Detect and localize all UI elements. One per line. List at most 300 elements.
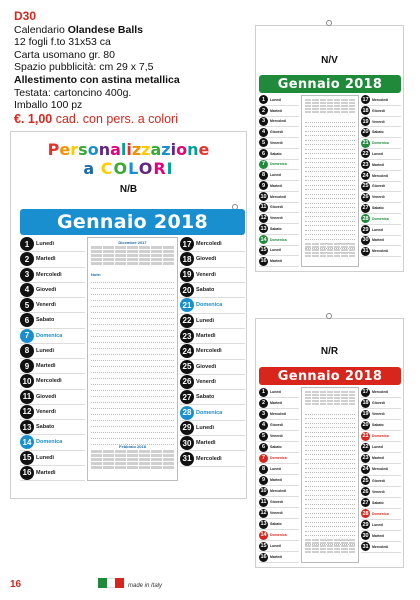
day-number: 11 [260, 204, 267, 211]
day-name: Lunedì [270, 467, 282, 471]
day-number: 6 [20, 313, 34, 327]
day-name: Lunedì [196, 424, 215, 431]
notes-label: Note: [91, 272, 102, 277]
day-number: 12 [260, 215, 267, 222]
day-name: Mercoledì [36, 271, 62, 278]
day-name: Sabato [372, 206, 384, 211]
day-number: 26 [362, 194, 369, 201]
day-column [361, 95, 401, 267]
day-name: Giovedì [36, 393, 57, 400]
day-name: Mercoledì [372, 467, 389, 472]
day-row [361, 498, 401, 509]
mini-calendar [88, 240, 177, 266]
day-number: 11 [260, 499, 267, 505]
day-name: Sabato [372, 423, 384, 428]
day-number: 12 [260, 510, 267, 516]
spec-paper: Carta usomano gr. 80 [14, 48, 115, 61]
day-row [180, 390, 245, 405]
personalization-banner [17, 140, 240, 178]
day-name: Lunedì [36, 347, 55, 354]
day-row [259, 213, 299, 224]
day-row [259, 508, 299, 519]
day-number: 9 [20, 359, 34, 373]
day-name: Domenica [36, 332, 63, 339]
day-name: Venerdì [270, 216, 283, 221]
day-row [259, 224, 299, 235]
spec-packaging: Imballo 100 pz [14, 99, 83, 112]
day-number: 28 [180, 406, 194, 420]
day-name: Martedì [270, 401, 283, 405]
mini-calendar [88, 444, 177, 470]
day-number: 19 [362, 411, 369, 418]
day-name: Venerdì [270, 140, 283, 145]
day-name: Lunedì [196, 317, 215, 324]
day-row [20, 268, 85, 283]
day-row [361, 542, 401, 553]
day-number: 10 [260, 193, 267, 200]
day-row [180, 421, 245, 436]
day-number: 15 [260, 247, 267, 254]
spec-ad-space: Spazio pubblicità: cm 29 x 7,5 [14, 61, 154, 74]
day-row [361, 246, 401, 257]
day-number: 23 [362, 455, 369, 462]
price: €. 1,00 cad. con pers. a colori [14, 111, 178, 126]
spec-header: Testata: cartoncino 400g. [14, 86, 132, 99]
day-row [259, 552, 299, 563]
day-column [259, 387, 299, 563]
day-row [361, 171, 401, 182]
day-name: Giovedì [270, 423, 283, 427]
day-name: Mercoledì [36, 378, 62, 385]
hanger-hole [326, 20, 332, 26]
day-row [259, 235, 299, 246]
notes-area [302, 410, 358, 545]
day-name: Sabato [196, 394, 215, 401]
day-number: 16 [260, 554, 267, 560]
banner-line-2: a COLORI [83, 159, 174, 178]
day-number: 23 [362, 161, 369, 168]
day-row [361, 236, 401, 247]
day-number: 14 [260, 236, 267, 243]
day-row [361, 476, 401, 487]
mini-calendar [302, 390, 358, 406]
day-column [180, 237, 245, 481]
day-number: 19 [180, 268, 194, 282]
day-name: Sabato [270, 522, 282, 526]
day-name: Martedì [196, 440, 216, 447]
day-number: 29 [362, 226, 369, 233]
mini-calendar [302, 98, 358, 114]
day-row [180, 237, 245, 252]
month-title: Gennaio 2018 [259, 367, 401, 385]
day-name: Domenica [196, 409, 223, 416]
day-number: 26 [362, 488, 369, 495]
day-row [259, 398, 299, 409]
day-number: 19 [362, 118, 369, 125]
day-number: 8 [259, 171, 268, 180]
day-column [259, 95, 299, 267]
banner-line-1: Personalizzazione [47, 140, 210, 159]
day-row [259, 541, 299, 552]
day-row [259, 475, 299, 486]
day-name: Martedì [36, 469, 56, 476]
hanger-hole [326, 313, 332, 319]
variant-label-nr: N/R [320, 346, 339, 357]
day-row [259, 431, 299, 442]
day-number: 13 [260, 521, 267, 527]
spec-finishing: Allestimento con astina metallica [14, 73, 180, 86]
day-number: 22 [180, 314, 194, 328]
day-name: Martedì [196, 333, 216, 340]
day-number: 3 [20, 268, 34, 282]
day-number: 2 [259, 106, 268, 115]
day-name: Mercoledì [196, 241, 222, 248]
day-name: Sabato [270, 445, 282, 449]
day-number: 20 [362, 129, 369, 136]
day-name: Sabato [270, 151, 282, 156]
day-number: 6 [259, 149, 268, 158]
day-number: 5 [20, 298, 34, 312]
day-row [180, 344, 245, 359]
day-row [20, 313, 85, 328]
day-name: Lunedì [270, 544, 282, 548]
day-name: Sabato [196, 287, 215, 294]
day-row [180, 298, 245, 313]
day-number: 21 [362, 433, 369, 440]
day-name: Domenica [270, 533, 287, 537]
day-name: Giovedì [372, 184, 385, 189]
day-name: Venerdì [372, 489, 385, 494]
day-row [361, 192, 401, 203]
day-row [361, 95, 401, 106]
day-row [361, 420, 401, 431]
mini-calendar-title: Dicembre 2017 [118, 240, 147, 245]
day-name: Martedì [372, 533, 385, 538]
day-name: Domenica [270, 162, 287, 167]
day-name: Lunedì [36, 454, 55, 461]
day-name: Venerdì [372, 412, 385, 417]
day-row [259, 138, 299, 149]
day-name: Mercoledì [372, 544, 389, 549]
day-number: 22 [362, 150, 369, 157]
day-name: Sabato [372, 130, 384, 135]
day-number: 15 [260, 543, 267, 549]
day-row [180, 360, 245, 375]
day-name: Venerdì [270, 511, 283, 515]
day-number: 4 [259, 128, 268, 137]
day-number: 27 [180, 390, 194, 404]
day-name: Sabato [36, 317, 55, 324]
day-row [259, 486, 299, 497]
day-number: 17 [180, 237, 194, 251]
day-row [180, 314, 245, 329]
day-name: Martedì [270, 108, 283, 113]
day-number: 9 [259, 181, 268, 190]
day-name: Domenica [36, 439, 63, 446]
day-number: 3 [259, 410, 268, 419]
day-row [259, 95, 299, 106]
day-name: Giovedì [270, 500, 283, 504]
day-row [20, 405, 85, 420]
day-number: 6 [259, 443, 268, 452]
day-name: Sabato [270, 226, 282, 231]
day-number: 29 [362, 521, 369, 528]
day-row [20, 435, 85, 450]
day-row [180, 268, 245, 283]
day-row [259, 170, 299, 181]
day-row [259, 246, 299, 257]
day-number: 1 [259, 95, 268, 104]
day-name: Giovedì [270, 205, 283, 210]
made-in-italy: made in Italy [128, 583, 163, 589]
day-number: 31 [362, 248, 369, 255]
day-name: Giovedì [196, 363, 217, 370]
notes-panel [301, 387, 359, 563]
day-row [20, 298, 85, 313]
day-name: Lunedì [270, 390, 282, 394]
day-number: 24 [180, 344, 194, 358]
day-name: Venerdì [372, 119, 385, 124]
day-row [361, 182, 401, 193]
day-row [361, 387, 401, 398]
product-code: D30 [14, 9, 37, 23]
day-row [180, 375, 245, 390]
day-row [361, 442, 401, 453]
notes-panel [301, 95, 359, 267]
day-name: Martedì [36, 256, 56, 263]
day-row [361, 398, 401, 409]
day-row [361, 431, 401, 442]
day-number: 5 [259, 138, 268, 147]
day-row [361, 117, 401, 128]
day-number: 8 [20, 344, 34, 358]
day-row [259, 117, 299, 128]
day-name: Lunedì [36, 241, 55, 248]
day-row [361, 160, 401, 171]
month-title: Gennaio 2018 [20, 209, 245, 235]
day-name: Lunedì [372, 445, 384, 450]
day-name: Martedì [270, 478, 283, 482]
day-name: Domenica [196, 302, 223, 309]
day-row [361, 487, 401, 498]
day-name: Domenica [270, 237, 287, 242]
mini-calendar-title: Febbraio 2018 [119, 444, 146, 449]
spec-sheets: 12 fogli f.to 31x53 ca [14, 36, 111, 49]
day-row [20, 237, 85, 252]
day-column [361, 387, 401, 563]
day-number: 10 [260, 488, 267, 494]
day-row [361, 464, 401, 475]
day-number: 10 [20, 374, 34, 388]
day-number: 4 [259, 421, 268, 430]
day-row [259, 453, 299, 464]
day-name: Giovedì [372, 401, 385, 406]
day-column [20, 237, 85, 481]
day-row [361, 149, 401, 160]
day-row [20, 374, 85, 389]
day-name: Lunedì [372, 227, 384, 232]
day-number: 25 [362, 477, 369, 484]
notes-area [302, 118, 358, 253]
day-name: Mercoledì [270, 489, 287, 493]
day-number: 5 [259, 432, 268, 441]
day-row [259, 387, 299, 398]
day-number: 22 [362, 444, 369, 451]
day-name: Mercoledì [270, 119, 287, 124]
day-name: Mercoledì [372, 249, 389, 254]
day-number: 2 [20, 252, 34, 266]
day-row [259, 530, 299, 541]
day-name: Venerdì [36, 302, 56, 309]
day-name: Venerdì [372, 195, 385, 200]
day-name: Martedì [270, 555, 283, 559]
day-row [361, 106, 401, 117]
day-number: 18 [180, 252, 194, 266]
day-name: Domenica [372, 434, 389, 439]
day-name: Giovedì [372, 108, 385, 113]
day-number: 11 [20, 390, 34, 404]
day-number: 12 [20, 405, 34, 419]
day-number: 1 [259, 388, 268, 397]
day-number: 24 [362, 172, 369, 179]
day-number: 7 [259, 160, 268, 169]
day-number: 14 [260, 532, 267, 538]
day-number: 26 [180, 375, 194, 389]
day-row [259, 420, 299, 431]
day-row [361, 203, 401, 214]
day-row [361, 214, 401, 225]
day-number: 4 [20, 283, 34, 297]
day-name: Domenica [372, 511, 389, 516]
day-number: 21 [180, 298, 194, 312]
day-row [259, 106, 299, 117]
day-row [361, 225, 401, 236]
day-row [259, 464, 299, 475]
day-number: 17 [362, 96, 369, 103]
day-number: 2 [259, 399, 268, 408]
day-name: Lunedì [270, 173, 282, 178]
day-row [20, 390, 85, 405]
day-number: 20 [362, 422, 369, 429]
day-row [259, 127, 299, 138]
day-name: Lunedì [270, 97, 282, 102]
day-row [180, 252, 245, 267]
mini-calendar [302, 242, 358, 258]
day-name: Venerdì [196, 271, 216, 278]
day-name: Venerdì [36, 408, 56, 415]
day-name: Venerdì [270, 434, 283, 438]
day-row [259, 160, 299, 171]
day-number: 31 [362, 543, 369, 550]
day-number: 30 [362, 532, 369, 539]
day-number: 14 [20, 435, 34, 449]
day-name: Giovedì [196, 256, 217, 263]
day-number: 7 [259, 454, 268, 463]
day-number: 29 [180, 421, 194, 435]
day-number: 23 [180, 329, 194, 343]
page-number: 16 [10, 579, 22, 590]
day-name: Martedì [36, 363, 56, 370]
notes-area [88, 272, 177, 469]
day-name: Lunedì [270, 248, 282, 253]
day-name: Mercoledì [196, 455, 222, 462]
day-number: 24 [362, 466, 369, 473]
day-row [259, 192, 299, 203]
day-number: 20 [180, 283, 194, 297]
day-name: Lunedì [372, 151, 384, 156]
day-row [259, 256, 299, 267]
day-number: 18 [362, 400, 369, 407]
day-name: Sabato [36, 424, 55, 431]
day-number: 30 [362, 237, 369, 244]
day-row [259, 409, 299, 420]
day-name: Sabato [372, 500, 384, 505]
day-row [259, 181, 299, 192]
day-row [361, 509, 401, 520]
product-title: Calendario Olandese Balls [14, 23, 143, 36]
day-number: 17 [362, 389, 369, 396]
day-number: 15 [20, 451, 34, 465]
day-row [259, 497, 299, 508]
day-row [361, 520, 401, 531]
day-number: 16 [20, 466, 34, 480]
day-name: Martedì [270, 183, 283, 188]
day-number: 3 [259, 117, 268, 126]
day-row [361, 409, 401, 420]
day-row [20, 451, 85, 466]
day-row [180, 283, 245, 298]
day-number: 1 [20, 237, 34, 251]
day-row [361, 138, 401, 149]
day-number: 31 [180, 452, 194, 466]
day-name: Mercoledì [372, 97, 389, 102]
day-row [180, 436, 245, 451]
day-number: 27 [362, 205, 369, 212]
day-row [20, 329, 85, 344]
day-name: Martedì [372, 162, 385, 167]
day-name: Domenica [372, 216, 389, 221]
day-name: Domenica [270, 456, 287, 460]
day-number: 16 [260, 258, 267, 265]
day-number: 13 [260, 225, 267, 232]
day-row [20, 466, 85, 481]
day-name: Giovedì [372, 478, 385, 483]
italy-flag-icon [98, 578, 124, 588]
day-number: 27 [362, 499, 369, 506]
day-name: Mercoledì [372, 390, 389, 395]
day-name: Martedì [372, 238, 385, 243]
day-row [259, 442, 299, 453]
variant-label-nv: N/V [321, 55, 338, 66]
day-row [180, 451, 245, 466]
day-name: Giovedì [36, 286, 57, 293]
day-name: Domenica [372, 141, 389, 146]
day-name: Martedì [270, 259, 283, 264]
day-row [180, 329, 245, 344]
day-number: 25 [180, 360, 194, 374]
day-row [20, 252, 85, 267]
day-row [20, 344, 85, 359]
day-number: 13 [20, 420, 34, 434]
day-name: Mercoledì [270, 194, 287, 199]
day-row [20, 420, 85, 435]
day-row [361, 531, 401, 542]
day-row [20, 283, 85, 298]
day-number: 8 [259, 465, 268, 474]
product-info [14, 10, 264, 125]
day-number: 30 [180, 436, 194, 450]
day-name: Mercoledì [270, 412, 287, 416]
